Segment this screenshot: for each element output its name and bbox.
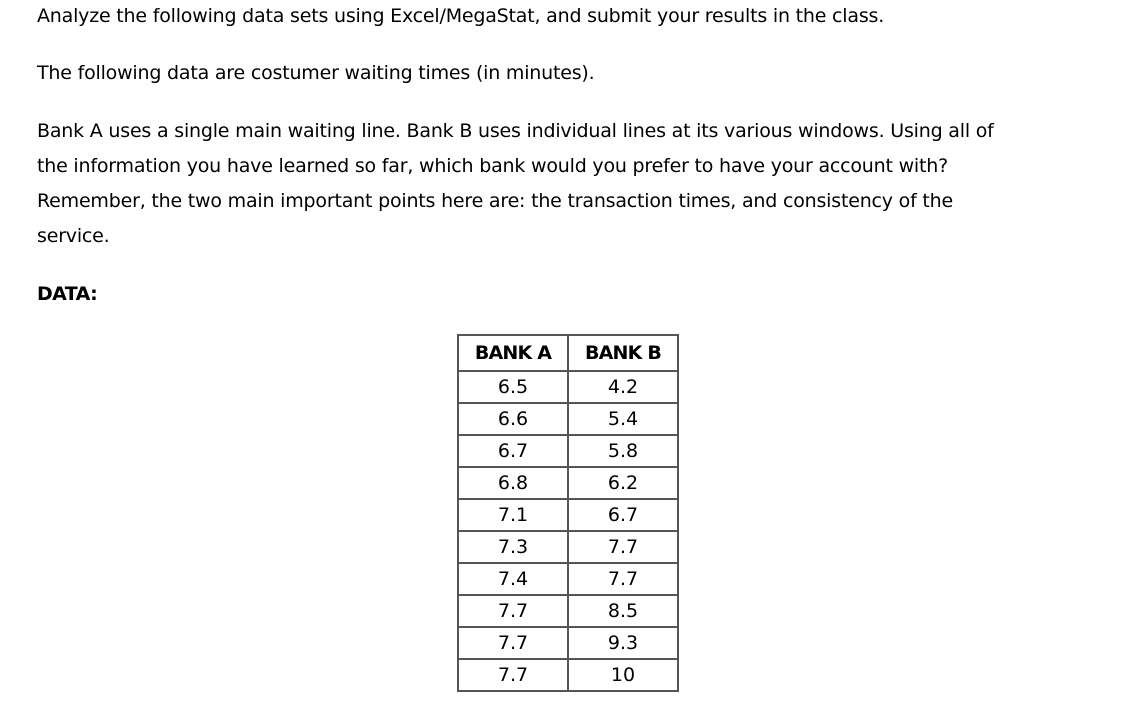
- table-row: [458, 499, 678, 531]
- bank-a-cell: 7.4: [458, 563, 568, 595]
- body-paragraph: [37, 114, 994, 254]
- bank-b-cell: 10: [568, 659, 678, 691]
- bank-b-cell: 5.4: [568, 403, 678, 435]
- bank-b-cell: 5.8: [568, 435, 678, 467]
- body-line-3: Remember, the two main important points here are: the transaction times, and consistency of the: [37, 190, 954, 212]
- bank-b-cell: 9.3: [568, 627, 678, 659]
- table-row: [458, 531, 678, 563]
- bank-b-cell: 7.7: [568, 563, 678, 595]
- bank-a-cell: 6.6: [458, 403, 568, 435]
- data-label: DATA:: [37, 283, 98, 305]
- column-header-bank-a: BANK A: [458, 335, 568, 371]
- table-row: [458, 403, 678, 435]
- bank-b-cell: 7.7: [568, 531, 678, 563]
- bank-b-cell: 4.2: [568, 371, 678, 403]
- body-line-1: Bank A uses a single main waiting line. Bank B uses individual lines at its various windows. Using all of: [37, 120, 994, 142]
- description-paragraph: The following data are costumer waiting times (in minutes).: [37, 62, 595, 84]
- intro-paragraph: Analyze the following data sets using Excel/MegaStat, and submit your results in the class.: [37, 5, 885, 27]
- body-line-4: service.: [37, 225, 110, 247]
- waiting-times-table: [457, 334, 679, 692]
- bank-a-cell: 6.7: [458, 435, 568, 467]
- table-row: [458, 435, 678, 467]
- table-row: [458, 595, 678, 627]
- bank-b-cell: 6.7: [568, 499, 678, 531]
- bank-a-cell: 7.7: [458, 659, 568, 691]
- bank-a-cell: 7.1: [458, 499, 568, 531]
- bank-a-cell: 6.8: [458, 467, 568, 499]
- table-row: [458, 371, 678, 403]
- bank-b-cell: 8.5: [568, 595, 678, 627]
- table-header-row: [458, 335, 678, 371]
- column-header-bank-b: BANK B: [568, 335, 678, 371]
- bank-a-cell: 7.7: [458, 627, 568, 659]
- bank-a-cell: 6.5: [458, 371, 568, 403]
- table-row: [458, 467, 678, 499]
- bank-a-cell: 7.7: [458, 595, 568, 627]
- table-row: [458, 659, 678, 691]
- table-row: [458, 563, 678, 595]
- bank-a-cell: 7.3: [458, 531, 568, 563]
- table-row: [458, 627, 678, 659]
- body-line-2: the information you have learned so far, which bank would you prefer to have your account with?: [37, 155, 948, 177]
- bank-b-cell: 6.2: [568, 467, 678, 499]
